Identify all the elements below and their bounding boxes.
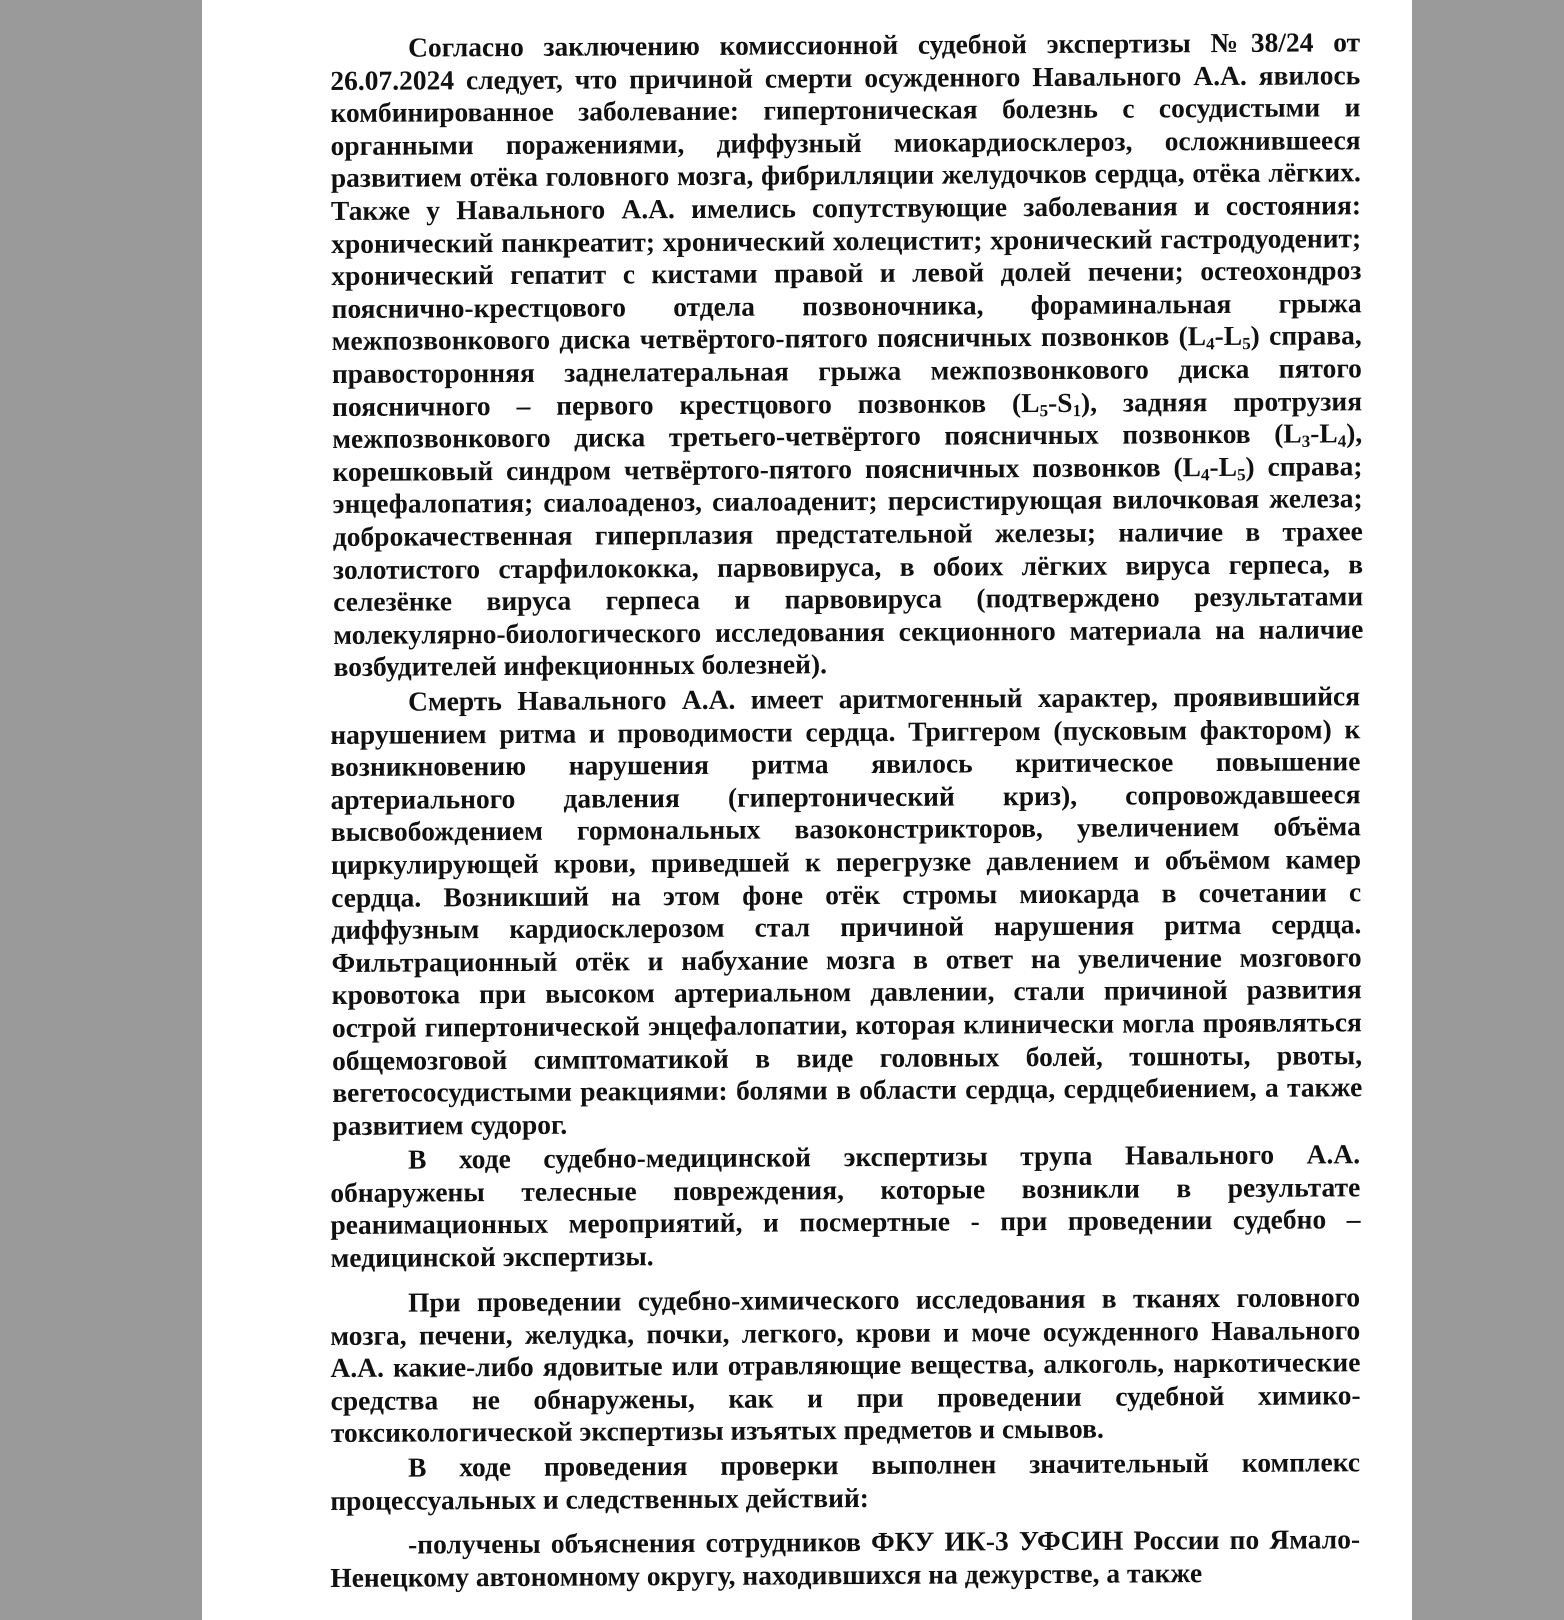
- paragraph-expertise-conclusion: Согласно заключению комиссионной судебной экспертизы №38/24 от 26.07.2024 следует, что причиной смерти осужденного Навального А.А. явилось комбинированное заболевание: гипертоническая болезнь с сосудистыми и органными поражениями, диффузный миокардиосклероз, осложнившееся развитием отёка головного мозга, фибрилляции желудочков сердца, отёка лёгких. Также у Навального А.А. имелись сопутствующие заболевания и состояния: хронический панкреатит; хронический холецистит; хронический гастродуоденит; хронический гепатит с кистами правой и левой долей печени; остеохондроз пояснично-крестцового отдела позвоночника, фораминальная грыжа межпозвонкового диска четвёртого-пятого поясничных позвонков $(L_4-L_5)$ справа, правосторонняя заднелатеральная грыжа межпозвонкового диска пятого поясничного – первого крестцового позвонков $(L_5-S_1)$, задняя протрузия межпозвонкового диска третьего-четвёртого поясничных позвонков $(L_3-L_4)$, корешковый синдром четвёртого-пятого поясничных позвонков $(L_4-L_5)$ справа; энцефалопатия; сиалоаденоз, сиалоаденит; персистирующая вилочковая железа; доброкачественная гиперплазия предстательной железы; наличие в трахее золотистого старфилококка, парвовируса, в обоих лёгких вируса герпеса, в селезёнке вируса герпеса и парвовируса (подтверждено результатами молекулярно-биологического исследования секционного материала на наличие возбудителей инфекционных болезней).: [330, 26, 1364, 683]
- paragraph-death-cause: Смерть Навального А.А. имеет аритмогенный характер, проявившийся нарушением ритма и проводимости сердца. Триггером (пусковым фактором) к возникновению нарушения ритма явилось критическое повышение артериального давления (гипертонический криз), сопровождавшееся высвобождением гормональных вазоконстрикторов, увеличением объёма циркулирующей крови, приведшей к перегрузке давлением и объёмом камер сердца. Возникший на этом фоне отёк стромы миокарда в сочетании с диффузным кардиосклерозом стал причиной нарушения ритма сердца. Фильтрационный отёк и набухание мозга в ответ на увеличение мозгового кровотока при высоком артериальном давлении, стали причиной развития острой гипертонической энцефалопатии, которая клинически могла проявляться общемозговой симптоматикой в виде головных болей, тошноты, рвоты, вегетососудистыми реакциями: болями в области сердца, сердцебиением, а также развитием судорог.: [330, 680, 1363, 1141]
- paragraph-investigation: В ходе проведения проверки выполнен значительный комплекс процессуальных и следственных действий:: [330, 1445, 1361, 1516]
- document-page: [202, 0, 1412, 1620]
- paragraph-explanations: -получены объяснения сотрудников ФКУ ИК-3 УФСИН России по Ямало-Ненецкому автономному округу, находившихся на дежурстве, а также: [330, 1522, 1361, 1593]
- paragraph-toxicology: При проведении судебно-химического исследования в тканях головного мозга, печени, желудка, почки, легкого, крови и моче осужденного Навального А.А. какие-либо ядовитые или отравляющие вещества, алкоголь, наркотические средства не обнаружены, как и при проведении судебной химико-токсикологической экспертизы изъятых предметов и смывов.: [330, 1280, 1361, 1448]
- paragraph-injuries: В ходе судебно-медицинской экспертизы трупа Навального А.А. обнаружены телесные повреждения, которые возникли в результате реанимационных мероприятий, и посмертные - при проведении судебно – медицинской экспертизы.: [330, 1138, 1361, 1273]
